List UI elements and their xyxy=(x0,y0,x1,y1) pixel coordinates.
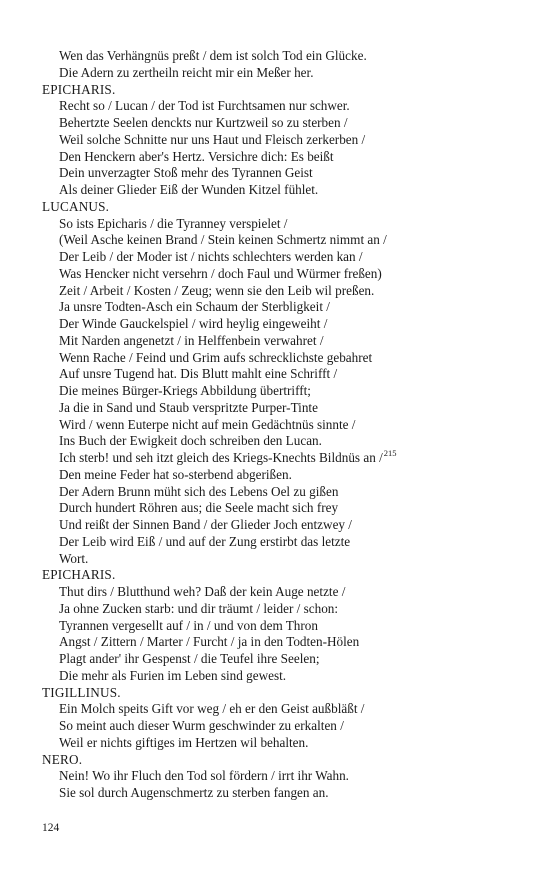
verse-text: Recht so / Lucan / der Tod ist Furchtsamen nur schwer. xyxy=(59,98,350,114)
verse-text: Die meines Bürger-Kriegs Abbildung übertrifft; xyxy=(59,383,311,398)
verse-line xyxy=(42,768,522,785)
verse-line xyxy=(42,98,522,115)
verse-line xyxy=(42,551,522,568)
verse-text: Auf unsre Tugend hat. Dis Blutt mahlt eine Schrifft / xyxy=(59,366,338,382)
verse-line xyxy=(42,484,522,501)
verse-line xyxy=(42,48,522,65)
speaker-label: EPICHARIS. xyxy=(42,567,116,583)
footnote-marker: 215 xyxy=(383,448,397,458)
verse-text: Weil er nichts giftiges im Hertzen wil behalten. xyxy=(59,734,309,750)
verse-text: Die Adern zu zertheiln reicht mir ein Meßer her. xyxy=(59,64,314,80)
verse-text: Sie sol durch Augenschmertz zu sterben fangen an. xyxy=(59,785,329,800)
verse-text: Was Hencker nicht versehrn / doch Faul und Würmer freßen) xyxy=(59,265,382,281)
speaker-label: TIGILLINUS. xyxy=(42,684,121,700)
drama-text xyxy=(42,48,522,802)
verse-line xyxy=(42,450,522,467)
verse-line xyxy=(42,701,522,718)
verse-text: Ja ohne Zucken starb: und dir träumt / leider / schon: xyxy=(59,600,339,616)
verse-line xyxy=(42,383,522,400)
verse-text: Dein unverzagter Stoß mehr des Tyrannen Geist xyxy=(59,165,313,181)
verse-text: Plagt ander' ihr Gespenst / die Teufel ihre Seelen; xyxy=(59,651,320,666)
verse-text: Zeit / Arbeit / Kosten / Zeug; wenn sie den Leib wil preßen. xyxy=(59,282,375,298)
verse-line xyxy=(42,182,522,199)
verse-line xyxy=(42,634,522,651)
verse-line xyxy=(42,333,522,350)
speaker-label: LUCANUS. xyxy=(42,198,110,214)
verse-text: So meint auch dieser Wurm geschwinder zu erkalten / xyxy=(59,718,344,733)
verse-text: Der Leib / der Moder ist / nichts schlechters werden kan / xyxy=(59,249,363,264)
verse-text: Die mehr als Furien im Leben sind gewest. xyxy=(59,667,287,683)
verse-text: Nein! Wo ihr Fluch den Tod sol fördern / irrt ihr Wahn. xyxy=(59,768,349,784)
verse-text: Und reißt der Sinnen Band / der Glieder Joch entzwey / xyxy=(59,517,352,532)
verse-line xyxy=(42,618,522,635)
verse-line xyxy=(42,165,522,182)
speaker-name xyxy=(42,82,522,99)
verse-line xyxy=(42,266,522,283)
speaker-name xyxy=(42,199,522,216)
verse-line xyxy=(42,316,522,333)
verse-text: Weil solche Schnitte nur uns Haut und Fleisch zerkerben / xyxy=(59,131,366,147)
verse-line xyxy=(42,735,522,752)
speaker-name xyxy=(42,685,522,702)
verse-text: Als deiner Glieder Eiß der Wunden Kitzel fühlet. xyxy=(59,182,319,197)
verse-line xyxy=(42,115,522,132)
verse-text: Ja die in Sand und Staub verspritzte Purper-Tinte xyxy=(59,399,318,415)
speaker-label: EPICHARIS. xyxy=(42,81,116,97)
verse-text: So ists Epicharis / die Tyranney verspielet / xyxy=(59,215,288,231)
verse-text: Ich sterb! und seh itzt gleich des Kriegs-Knechts Bildnüs an / xyxy=(59,450,383,465)
verse-line xyxy=(42,350,522,367)
verse-line xyxy=(42,149,522,166)
verse-text: Den Henckern aber's Hertz. Versichre dich: Es beißt xyxy=(59,148,334,164)
verse-line xyxy=(42,785,522,802)
verse-text: Tyrannen vergesellt auf / in / und von dem Thron xyxy=(59,617,318,633)
verse-line xyxy=(42,249,522,266)
verse-line xyxy=(42,534,522,551)
verse-text: Der Leib wird Eiß / und auf der Zung erstirbt das letzte xyxy=(59,533,351,549)
verse-text: Ein Molch speits Gift vor weg / eh er den Geist außbläßt / xyxy=(59,701,365,717)
verse-line xyxy=(42,433,522,450)
verse-text: Ins Buch der Ewigkeit doch schreiben den Lucan. xyxy=(59,433,322,449)
verse-line xyxy=(42,651,522,668)
verse-line xyxy=(42,417,522,434)
verse-text: Der Adern Brunn müht sich des Lebens Oel zu gißen xyxy=(59,483,339,499)
verse-line xyxy=(42,299,522,316)
verse-line xyxy=(42,601,522,618)
verse-text: Wen das Verhängnüs preßt / dem ist solch Tod ein Glücke. xyxy=(59,48,367,63)
verse-line xyxy=(42,517,522,534)
verse-text: Ja unsre Todten-Asch ein Schaum der Sterbligkeit / xyxy=(59,299,330,315)
verse-text: Der Winde Gauckelspiel / wird heylig eingeweiht / xyxy=(59,316,328,331)
verse-text: Wenn Rache / Feind und Grim aufs schrecklichste gebahret xyxy=(59,349,373,365)
page-number: 124 xyxy=(42,822,60,834)
verse-line xyxy=(42,232,522,249)
verse-line xyxy=(42,283,522,300)
verse-line xyxy=(42,400,522,417)
verse-text: Durch hundert Röhren aus; die Seele macht sich frey xyxy=(59,500,339,516)
verse-text: Den meine Feder hat so-sterbend abgerißen. xyxy=(59,466,292,482)
verse-text: Wort. xyxy=(59,550,89,566)
verse-line xyxy=(42,216,522,233)
speaker-label: NERO. xyxy=(42,751,83,767)
verse-text: Thut dirs / Blutthund weh? Daß der kein Auge netzte / xyxy=(59,584,346,599)
speaker-name xyxy=(42,567,522,584)
verse-line xyxy=(42,65,522,82)
speaker-name xyxy=(42,752,522,769)
verse-line xyxy=(42,366,522,383)
verse-line xyxy=(42,500,522,517)
verse-text: Mit Narden angenetzt / in Helffenbein verwahret / xyxy=(59,332,324,348)
verse-text: Angst / Zittern / Marter / Furcht / ja in den Todten-Hölen xyxy=(59,634,360,650)
verse-text: (Weil Asche keinen Brand / Stein keinen Schmertz nimmt an / xyxy=(59,232,387,248)
verse-line xyxy=(42,132,522,149)
verse-line xyxy=(42,718,522,735)
verse-line xyxy=(42,584,522,601)
verse-text: Behertzte Seelen denckts nur Kurtzweil so zu sterben / xyxy=(59,115,348,130)
verse-text: Wird / wenn Euterpe nicht auf mein Gedächtnüs sinnte / xyxy=(59,416,356,432)
verse-line xyxy=(42,668,522,685)
verse-line xyxy=(42,467,522,484)
